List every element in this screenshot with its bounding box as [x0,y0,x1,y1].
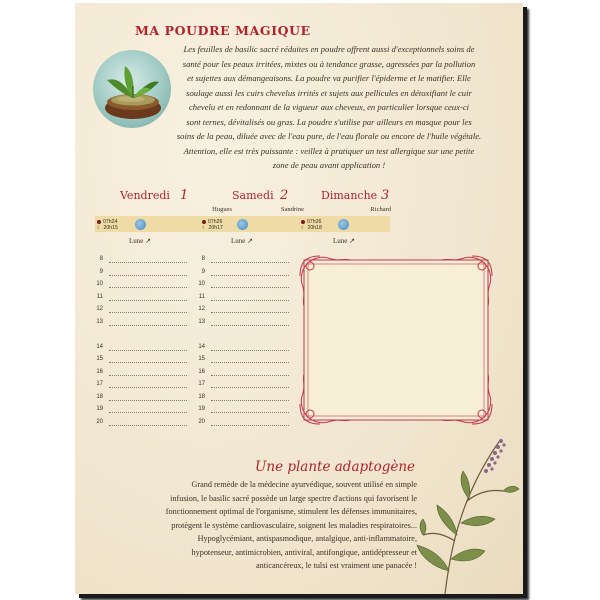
day-name: Dimanche [321,189,378,202]
intro-line: Les feuilles de basilic sacré réduites en poudre offrent aussi d'exceptionnels soins de [183,44,475,54]
sunset-time: 20h15 [103,225,118,231]
sunrise-icon [97,220,101,224]
hour-slot[interactable]: 13 [91,316,187,329]
sunrise-time: 07h24 [103,219,118,225]
intro-line: soulage aussi les cuirs chevelus irrités et sujets aux pellicules en détoxifiant le cuir [186,87,472,98]
planner-page [75,3,523,594]
hour-slot[interactable]: 14 [91,341,187,354]
intro-line: zone de peau avant application ! [272,160,386,170]
day-number: 2 [280,188,289,203]
sunrise-time: 07h26 [208,219,223,225]
sunrise-icon [301,220,305,224]
section-line: protègent le système cardiovasculaire, soignent les maladies respiratoires... [171,520,417,530]
sunrise-icon [202,220,206,224]
hour-slot[interactable]: 9 [193,266,289,279]
day-name: Vendredi [120,189,170,202]
hour-slot[interactable]: 10 [91,278,187,291]
section-line: anticancéreux, le tulsi est vraiment une panacée ! [256,561,417,570]
day-name: Samedi [232,189,274,202]
moon-crescent-icon: ☾ [301,225,306,231]
hour-slot[interactable]: 19 [193,403,289,416]
hour-slot[interactable]: 16 [193,366,289,379]
intro-line: soins de la peau, diluée avec de l'eau pure, de l'eau florale ou encore de l'huile végétale. [176,131,482,141]
hour-slot[interactable]: 11 [91,291,187,304]
hour-slot[interactable]: 13 [193,316,289,329]
intro-line: santé pour les peaux irritées, mixtes ou à tendance grasse, agressées par la pollution [182,58,476,69]
hour-slot[interactable]: 17 [91,378,187,391]
moon-phase-icon [237,219,248,230]
tulsi-plant-illustration [405,431,523,594]
hour-slot[interactable]: 20 [91,416,187,429]
section-paragraph [129,478,417,573]
hour-slot[interactable]: 8 [91,253,187,266]
hour-slot[interactable]: 18 [91,391,187,404]
day-number: 3 [381,188,390,203]
intro-line: chevelu et en redonnant de la vigueur aux cheveux, en particulier lorsque ceux-ci [188,102,470,112]
hour-slot[interactable]: 11 [193,291,289,304]
sunset-time: 20h18 [307,225,322,231]
moon-crescent-icon: ☾ [202,225,207,231]
article-title: MA POUDRE MAGIQUE [135,23,311,38]
intro-line: Attention, elle est très puissante : veillez à pratiquer un test allergique sur une petite [183,145,475,156]
basil-powder-photo [93,50,171,128]
moon-phase-icon [135,219,146,230]
saint-name: Richard [370,206,391,213]
moon-direction: Lune ↗ [231,237,253,245]
hour-slot[interactable]: 8 [193,253,289,266]
section-title: Une plante adaptogène [255,459,416,475]
intro-line: et sujettes aux démangeaisons. La poudre va purifier l'épiderme et le matifier. Elle [187,73,471,83]
hour-slot[interactable]: 9 [91,266,187,279]
day-number: 1 [180,188,189,203]
intro-paragraph [161,42,497,173]
sun-times [97,219,118,231]
hour-slot[interactable]: 10 [193,278,289,291]
hour-slot[interactable]: 12 [91,303,187,316]
sun-times [301,219,322,231]
hour-slot[interactable]: 17 [193,378,289,391]
hour-slot[interactable]: 20 [193,416,289,429]
intro-line: sont ternes, dévitalisés ou gras. La poudre s'utilise par ailleurs en masque pour les [186,116,472,127]
hour-slot[interactable]: 18 [193,391,289,404]
moon-direction: Lune ↗ [129,237,151,245]
hour-slot[interactable]: 15 [91,353,187,366]
hour-slot[interactable]: 12 [193,303,289,316]
moon-phase-icon [338,219,349,230]
hour-slot[interactable]: 19 [91,403,187,416]
section-line: infusion, le basilic sacré possède un large spectre d'actions qui favorisent le [170,493,417,503]
section-line: Hypoglycémiant, antispasmodique, antalgique, anti-inflammatoire, [197,534,417,543]
section-line: fonctionnement optimal de l'organisme, stimulent les défenses immunitaires, [165,507,417,516]
moon-crescent-icon: ☾ [97,225,102,231]
section-line: Grand remède de la médecine ayurvédique, souvent utilisé en simple [191,480,417,489]
hour-slot[interactable]: 16 [91,366,187,379]
saint-name: Hugues [212,206,232,213]
sun-times [202,219,223,231]
hour-slot[interactable]: 15 [193,353,289,366]
sunrise-time: 07h26 [307,219,322,225]
sunset-time: 20h17 [208,225,223,231]
section-line: hypotenseur, antimicrobien, antiviral, antifongique, antidépresseur et [191,547,417,557]
notes-frame[interactable] [298,254,494,426]
hour-slots-friday [91,253,187,428]
saint-name: Sandrine [280,206,304,213]
moon-direction: Lune ↗ [333,237,355,245]
hour-slots-saturday [193,253,289,428]
hour-slot[interactable]: 14 [193,341,289,354]
